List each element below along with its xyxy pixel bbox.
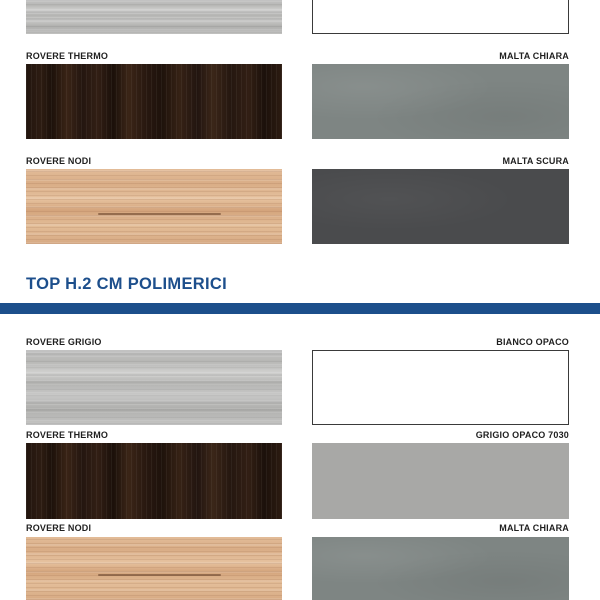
swatch-malta-chiara-upper	[312, 64, 569, 139]
swatch-rovere-thermo-lower	[26, 443, 282, 519]
swatch-rovere-thermo-upper	[26, 64, 282, 139]
label-rovere-thermo-upper: ROVERE THERMO	[26, 51, 109, 61]
label-malta-chiara-lower: MALTA CHIARA	[499, 523, 569, 533]
swatch-rovere-nodi-upper	[26, 169, 282, 244]
swatch-rovere-nodi-lower	[26, 537, 282, 600]
section-title: TOP H.2 CM POLIMERICI	[26, 275, 227, 293]
label-rovere-nodi-lower: ROVERE NODI	[26, 523, 92, 533]
swatch-bianco-opaco-lower	[312, 350, 569, 425]
swatch-bianco-opaco-top	[312, 0, 569, 34]
swatch-malta-chiara-lower	[312, 537, 569, 600]
label-rovere-grigio-lower: ROVERE GRIGIO	[26, 337, 102, 347]
label-bianco-opaco-lower: BIANCO OPACO	[496, 337, 569, 347]
label-grigio-opaco-7030-lower: GRIGIO OPACO 7030	[475, 430, 569, 440]
label-malta-chiara-upper: MALTA CHIARA	[499, 51, 569, 61]
swatch-malta-scura-upper	[312, 169, 569, 244]
label-rovere-nodi-upper: ROVERE NODI	[26, 156, 92, 166]
section-divider-band	[0, 303, 600, 314]
swatch-rovere-grigio-top	[26, 0, 282, 34]
label-malta-scura-upper: MALTA SCURA	[502, 156, 569, 166]
label-rovere-thermo-lower: ROVERE THERMO	[26, 430, 109, 440]
swatch-grigio-opaco-7030-lower	[312, 443, 569, 519]
swatch-rovere-grigio-lower	[26, 350, 282, 425]
